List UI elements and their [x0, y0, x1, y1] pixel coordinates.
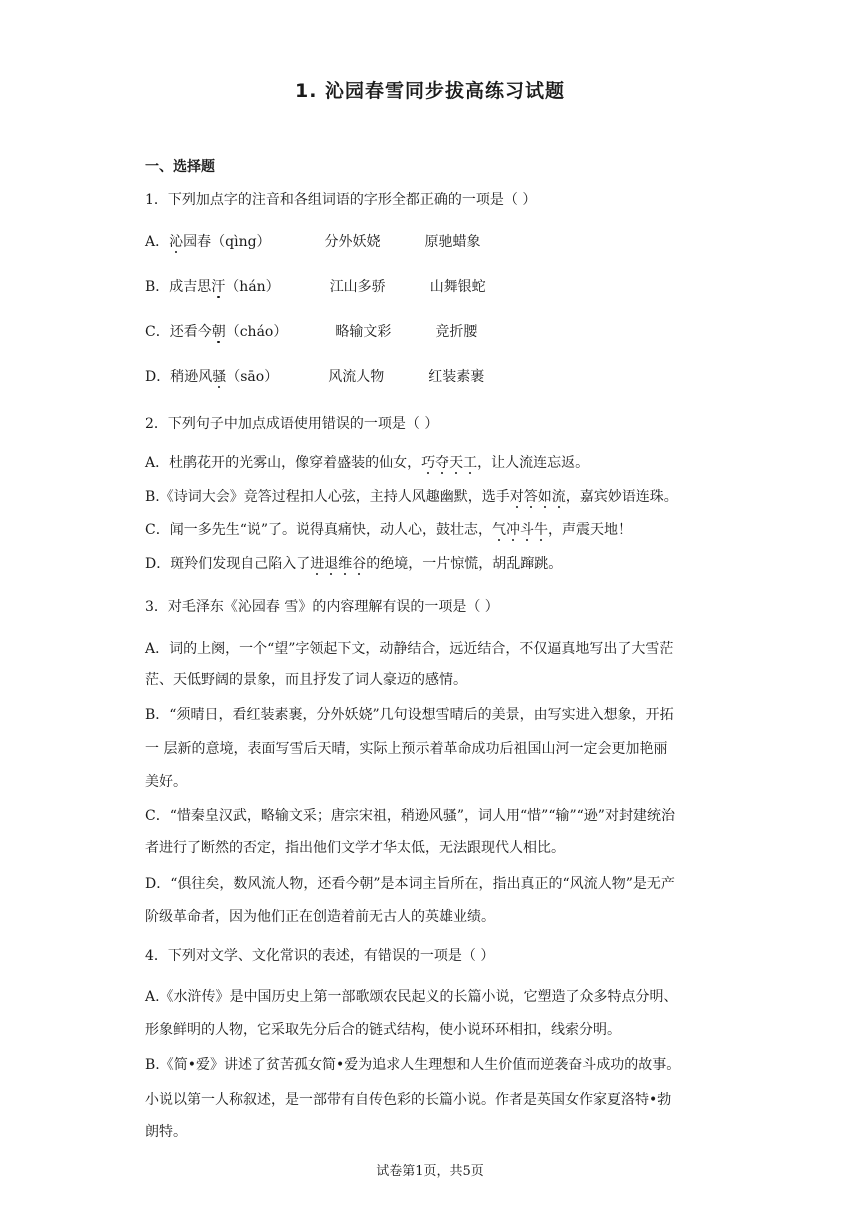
q2-option-d [145, 554, 725, 574]
option-word: 风流人物 [328, 369, 385, 385]
option-text: C．还看今 [145, 324, 212, 340]
q3-line: C．“惜秦皇汉武，略输文采；唐宗宋祖，稍逊风骚”，词人用“惜”“输”“逊”对封建统治 [145, 808, 675, 824]
page-footer: 试卷第1页，共5页 [376, 1164, 484, 1179]
q3-line: 者进行了断然的否定，指出他们文学才华太低，无法跟现代人相比。 [145, 840, 565, 856]
dotted-idiom [510, 489, 566, 505]
dotted-char: 巧 [421, 455, 436, 471]
dotted-char: 天 [449, 455, 464, 471]
option-text: 园春（qìng） [183, 234, 271, 250]
option-word: 竞折腰 [435, 324, 478, 340]
dotted-char: 如 [537, 489, 552, 505]
option-text: 的绝境，一片惊慌，胡乱蹿跳。 [366, 556, 563, 572]
option-text: C．闻一多先生“说”了。说得真痛快，动人心，鼓壮志， [145, 522, 493, 538]
q3-line: D．“俱往矣，数风流人物，还看今朝”是本词主旨所在，指出真正的“风流人物”是无产 [145, 876, 675, 892]
dotted-idiom [492, 522, 548, 538]
q3-stem: 3．对毛泽东《沁园春 雪》的内容理解有误的一项是（ ） [145, 599, 499, 615]
page-title: 1. 沁园春雪同步拔高练习试题 [294, 80, 566, 102]
q3-line: 美好。 [145, 774, 187, 790]
option-word: 略输文彩 [335, 324, 392, 340]
option-text: ，声震天地！ [548, 522, 633, 538]
section-heading: 一、选择题 [145, 159, 215, 175]
option-word: 山舞银蛇 [429, 279, 486, 295]
option-text: （hán） [225, 279, 280, 295]
q3-line: 一 层新的意境，表面写雪后天晴，实际上预示着革命成功后祖国山河一定会更加艳丽 [145, 741, 668, 757]
dotted-char: 谷 [352, 556, 367, 572]
option-text: D．稍逊风 [145, 369, 213, 385]
q2-option-b [145, 487, 725, 507]
option-text: B．成吉思 [145, 279, 212, 295]
dotted-char: 对 [509, 489, 524, 505]
q1-option-c [145, 322, 725, 342]
option-word: 江山多骄 [329, 279, 386, 295]
q1-stem: 1．下列加点字的注音和各组词语的字形全都正确的一项是（ ） [145, 192, 537, 208]
option-text: A．杜鹃花开的光雾山，像穿着盛装的仙女， [145, 455, 422, 471]
q1-option-a [145, 232, 725, 252]
dotted-char: 气 [492, 522, 507, 538]
q1-option-b [145, 277, 725, 297]
option-word: 分外妖娆 [324, 234, 381, 250]
dotted-char: 朝 [211, 324, 226, 340]
option-word: 原驰蜡象 [424, 234, 481, 250]
dotted-char: 冲 [506, 522, 521, 538]
q4-stem: 4．下列对文学、文化常识的表述，有错误的一项是（ ） [145, 948, 495, 964]
q3-line: 茫、天低野阔的景象，而且抒发了词人豪迈的感情。 [145, 672, 467, 688]
q2-stem: 2．下列句子中加点成语使用错误的一项是（ ） [145, 416, 439, 432]
dotted-char: 牛 [534, 522, 549, 538]
q2-option-a [145, 453, 725, 473]
option-text: B.《诗词大会》竞答过程扣人心弦，主持人风趣幽默，选手 [145, 489, 510, 505]
q4-line: 形象鲜明的人物，它采取先分后合的链式结构，使小说环环相扣，线索分明。 [145, 1022, 621, 1038]
dotted-idiom [421, 455, 477, 471]
q3-line: 阶级革命者，因为他们正在创造着前无古人的英雄业绩。 [145, 909, 495, 925]
dotted-char: 夺 [435, 455, 450, 471]
q1-option-d [145, 367, 725, 387]
dotted-char: 骚 [212, 369, 227, 385]
q4-line: 小说以第一人称叙述，是一部带有自传色彩的长篇小说。作者是英国女作家夏洛特•勃 [145, 1092, 672, 1108]
q4-line: B.《简•爱》讲述了贫苦孤女简•爱为追求人生理想和人生价值而逆袭奋斗成功的故事。 [145, 1057, 681, 1073]
dotted-char: 汗 [211, 279, 226, 295]
q3-line: A．词的上阕，一个“望”字领起下文，动静结合，远近结合，不仅逼真地写出了大雪茫 [145, 641, 674, 657]
dotted-char: 维 [338, 556, 353, 572]
option-label: A． [145, 234, 170, 250]
dotted-char: 进 [310, 556, 325, 572]
q4-line: 朗特。 [145, 1124, 187, 1140]
q2-option-c [145, 520, 725, 540]
q4-line: A.《水浒传》是中国历史上第一部歌颂农民起义的长篇小说，它塑造了众多特点分明、 [145, 989, 678, 1005]
option-text: D．斑羚们发现自己陷入了 [145, 556, 311, 572]
dotted-char: 退 [324, 556, 339, 572]
dotted-char: 工 [463, 455, 478, 471]
dotted-char: 流 [551, 489, 566, 505]
option-text: （cháo） [225, 324, 288, 340]
dotted-char: 沁 [169, 234, 184, 250]
option-text: ，让人流连忘返。 [477, 455, 590, 471]
dotted-idiom [310, 556, 366, 572]
option-text: ，嘉宾妙语连珠。 [565, 489, 678, 505]
q3-line: B．“须晴日，看红装素裹，分外妖娆”几句设想雪晴后的美景，由写实进入想象，开拓 [145, 707, 674, 723]
option-word: 红装素裹 [428, 369, 485, 385]
dotted-char: 答 [523, 489, 538, 505]
option-text: （sāo） [226, 369, 279, 385]
dotted-char: 斗 [520, 522, 535, 538]
